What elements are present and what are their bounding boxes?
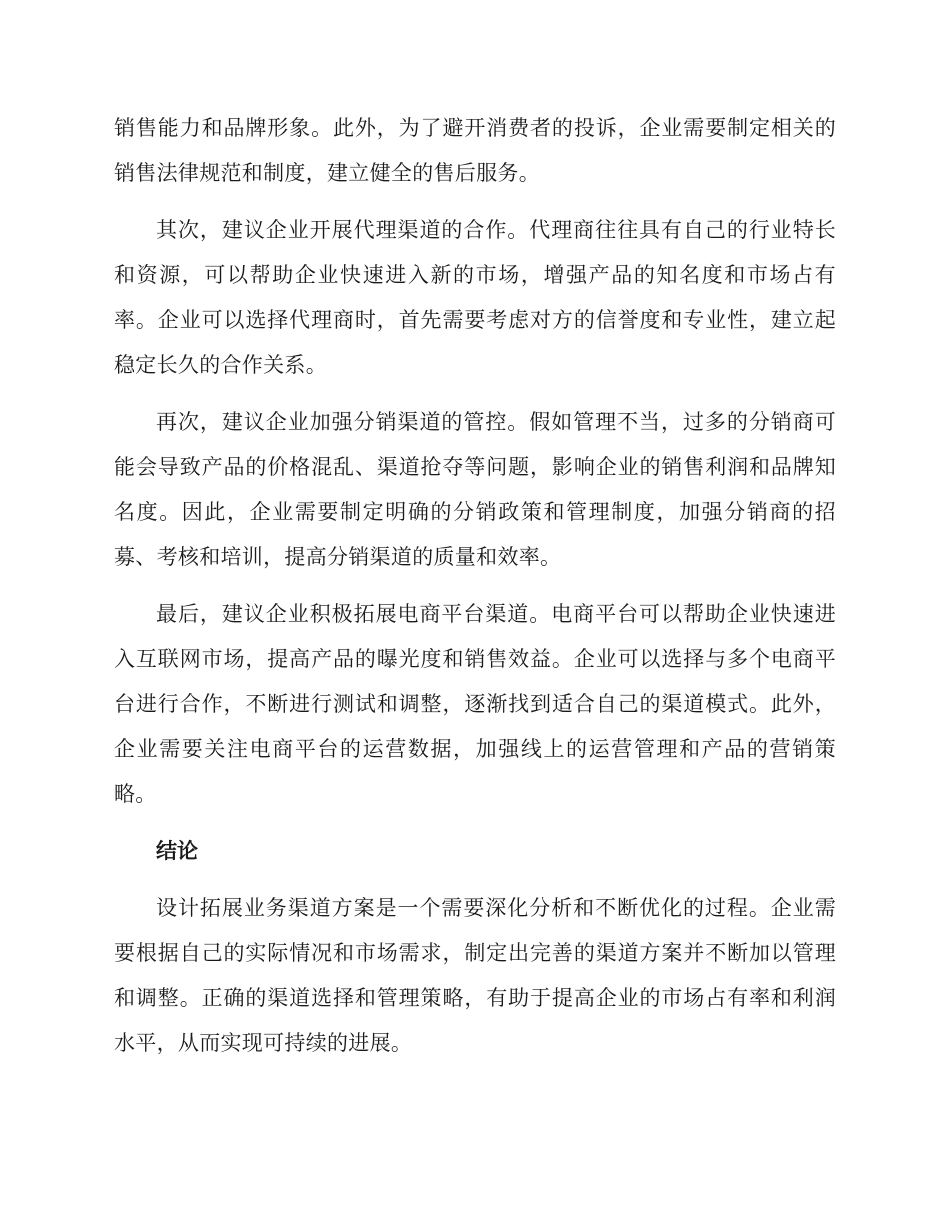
body-paragraph-ecommerce: 最后，建议企业积极拓展电商平台渠道。电商平台可以帮助企业快速进入互联网市场，提高产品的曝光度和销售效益。企业可以选择与多个电商平台进行合作，不断进行测试和调整，逐渐找到适合自己的渠道模式。此外，企业需要关注电商平台的运营数据，加强线上的运营管理和产品的营销策略。 — [114, 602, 836, 806]
conclusion-paragraph: 设计拓展业务渠道方案是一个需要深化分析和不断优化的过程。企业需要根据自己的实际情况和市场需求，制定出完善的渠道方案并不断加以管理和调整。正确的渠道选择和管理策略，有助于提高企业的市场占有率和利润水平，从而实现可持续的进展。 — [114, 896, 836, 1055]
body-paragraph-agent-channels: 其次，建议企业开展代理渠道的合作。代理商往往具有自己的行业特长和资源，可以帮助企业快速进入新的市场，增强产品的知名度和市场占有率。企业可以选择代理商时，首先需要考虑对方的信誉度和专业性，建立起稳定长久的合作关系。 — [114, 218, 836, 377]
body-paragraph-distribution-control: 再次，建议企业加强分销渠道的管控。假如管理不当，过多的分销商可能会导致产品的价格混乱、渠道抢夺等问题，影响企业的销售利润和品牌知名度。因此，企业需要制定明确的分销政策和管理制度，加强分销商的招募、考核和培训，提高分销渠道的质量和效率。 — [114, 410, 836, 569]
body-paragraph-continued: 销售能力和品牌形象。此外，为了避开消费者的投诉，企业需要制定相关的销售法律规范和制度，建立健全的售后服务。 — [114, 116, 836, 185]
section-heading-conclusion: 结论 — [156, 839, 198, 863]
document-body — [114, 106, 836, 1066]
